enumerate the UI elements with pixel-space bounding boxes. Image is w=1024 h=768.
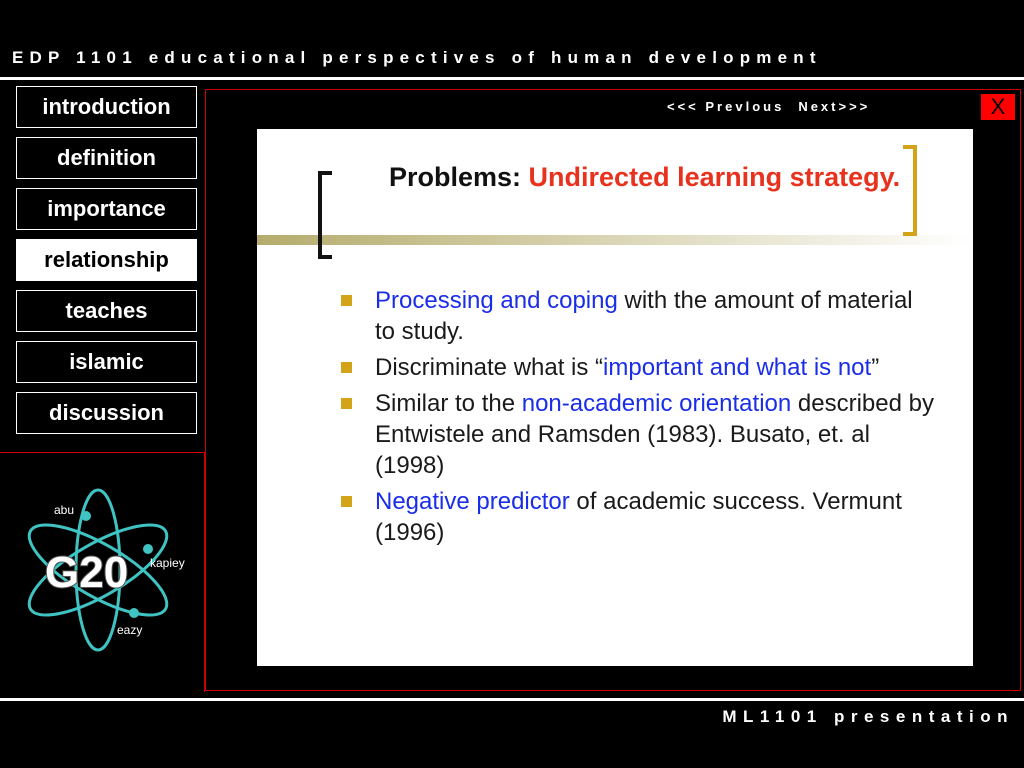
- close-button[interactable]: X: [981, 94, 1015, 120]
- slide-title: [389, 157, 909, 197]
- electron-dot: [129, 608, 139, 618]
- slide-pager: [667, 99, 870, 114]
- nav-item-label: islamic: [69, 349, 144, 374]
- electron-dot: [143, 544, 153, 554]
- nav-item-definition[interactable]: [16, 137, 197, 179]
- logo-panel: [0, 452, 205, 692]
- electron-dot: [81, 511, 91, 521]
- nav-item-label: definition: [57, 145, 156, 170]
- bullet-square-icon: [341, 398, 352, 409]
- bullet-item: Processing and coping with the amount of material to study.: [337, 285, 937, 347]
- bullet-square-icon: [341, 362, 352, 373]
- nav-item-discussion[interactable]: [16, 392, 197, 434]
- nav-item-label: relationship: [44, 247, 169, 272]
- nav-item-introduction[interactable]: [16, 86, 197, 128]
- bullet-item: Negative predictor of academic success. Vermunt (1996): [337, 486, 937, 548]
- nav-item-islamic[interactable]: [16, 341, 197, 383]
- slide-bullet-list: [337, 285, 937, 553]
- bullet-item: Discriminate what is “important and what is not”: [337, 352, 937, 383]
- slide: [257, 129, 973, 666]
- nav-item-teaches[interactable]: [16, 290, 197, 332]
- slide-title-highlight: Undirected learning strategy.: [528, 162, 901, 192]
- logo-name-kapiey: kapiey: [150, 556, 185, 570]
- atom-logo: [0, 453, 205, 693]
- nav-item-label: teaches: [65, 298, 148, 323]
- slide-title-prefix: Problems:: [389, 162, 529, 192]
- nav-item-importance[interactable]: [16, 188, 197, 230]
- bullet-item: Similar to the non-academic orientation described by Entwistele and Ramsden (1983). Busato, et. al (1998): [337, 388, 937, 481]
- nav-item-label: introduction: [42, 94, 171, 119]
- footer-divider: [0, 698, 1024, 701]
- nav-item-label: importance: [47, 196, 166, 221]
- logo-text: G20: [45, 548, 129, 597]
- slide-decoration: [257, 129, 973, 269]
- prev-link[interactable]: <<< Prevlous: [667, 99, 785, 114]
- nav-item-label: discussion: [49, 400, 164, 425]
- logo-name-abu: abu: [54, 503, 75, 517]
- logo-name-eazy: eazy: [117, 623, 143, 637]
- app-title: EDP 1101 educational perspectives of human development: [12, 48, 822, 67]
- footer-title: ML1101 presentation: [722, 707, 1014, 726]
- next-link[interactable]: Next>>>: [798, 99, 871, 114]
- nav-item-relationship[interactable]: [16, 239, 197, 281]
- title-rule: [257, 235, 973, 245]
- sidebar-nav: [16, 86, 197, 443]
- bullet-square-icon: [341, 496, 352, 507]
- bullet-square-icon: [341, 295, 352, 306]
- header-divider: [0, 77, 1024, 80]
